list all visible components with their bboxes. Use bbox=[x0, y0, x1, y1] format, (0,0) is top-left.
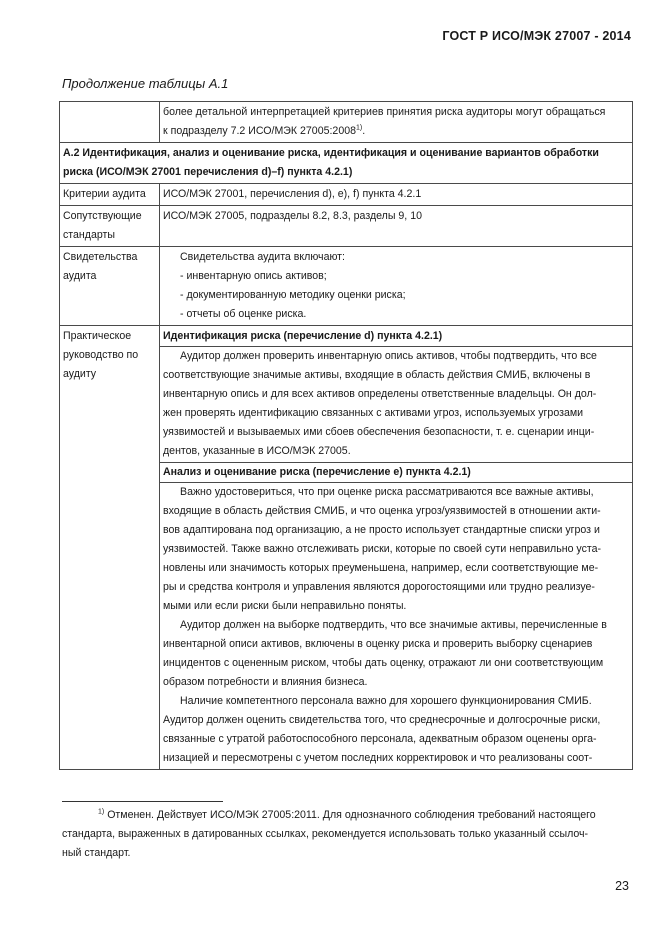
section-heading bbox=[60, 143, 633, 184]
footnote-divider bbox=[62, 801, 223, 802]
row-value bbox=[160, 326, 633, 770]
text-line: инвентарную опись и для всех активов определены ответственные владельцы. Он дол- bbox=[163, 388, 597, 400]
text-line: к подразделу 7.2 ИСО/МЭК 27005:2008$^{1)}$. bbox=[163, 124, 366, 137]
table-row-continuation bbox=[60, 102, 633, 143]
row-label: Свидетельства аудита bbox=[60, 247, 160, 326]
list-item: - отчеты об оценке риска. bbox=[180, 308, 307, 320]
text-line: образом потребности и влияния бизнеса. bbox=[163, 676, 368, 688]
text-line: стандарта, выраженных в датированных ссылках, рекомендуется использовать только указанный ссылоч- bbox=[62, 828, 589, 840]
text-line: Аудитор должен проверить инвентарную опись активов, чтобы подтвердить, что все bbox=[180, 350, 597, 362]
text-line: низацией и пересмотрены с учетом последних корректировок и что реализованы соот- bbox=[163, 752, 593, 764]
text-line: Важно удостовериться, что при оценке риска рассматриваются все важные активы, bbox=[180, 486, 594, 498]
text-line: ный стандарт. bbox=[62, 847, 131, 859]
text-line: уязвимостей и вызываемых ими сбоев обеспечения безопасности, т. е. сценарии инци- bbox=[163, 426, 595, 438]
text-line: связанные с утратой работоспособного персонала, адекватным образом оценены орга- bbox=[163, 733, 597, 745]
subsection-heading: Анализ и оценивание риска (перечисление е) пункта 4.2.1) bbox=[160, 462, 632, 483]
subsection-heading: Идентификация риска (перечисление d) пункта 4.2.1) bbox=[160, 327, 632, 347]
audit-guidance-table bbox=[59, 101, 633, 770]
text-line: Аудитор должен оценить свидетельства того, что среднесрочные и долгосрочные риски, bbox=[163, 714, 601, 726]
table-caption: Продолжение таблицы А.1 bbox=[62, 76, 229, 91]
row-label: Практическое руководство по аудиту bbox=[60, 326, 160, 770]
text-line: $^{1)}$ Отменен. Действует ИСО/МЭК 27005:2011. Для однозначного соблюдения требований настоящего bbox=[98, 808, 596, 821]
table-row-criteria bbox=[60, 184, 633, 206]
text-line: соответствующие значимые активы, входящие в область действия СМИБ, включены в bbox=[163, 369, 591, 381]
table-row-related-standards bbox=[60, 206, 633, 247]
text-line: Наличие компетентного персонала важно для хорошего функционирования СМИБ. bbox=[180, 695, 592, 707]
text-line: Аудитор должен на выборке подтвердить, что все значимые активы, перечисленные в bbox=[180, 619, 607, 631]
text-line: жен проверять идентификацию связанных с активами угроз, используемых угрозами bbox=[163, 407, 584, 419]
text-line: новлены или значимость которых преуменьшена, например, если соответствующие ме- bbox=[163, 562, 599, 574]
table-row-evidence bbox=[60, 247, 633, 326]
row-value: ИСО/МЭК 27005, подразделы 8.2, 8.3, разделы 9, 10 bbox=[160, 206, 633, 247]
text-line: дентов, указанные в ИСО/МЭК 27005. bbox=[163, 445, 351, 457]
row-label: Критерии аудита bbox=[60, 184, 160, 206]
text-line: инвентарной описи активов, включены в оценку риска и проверить выборку сценариев bbox=[163, 638, 593, 650]
text-line: инцидентов с оцененным риском, чтобы дать оценку, отражают ли они соответствующим bbox=[163, 657, 604, 669]
footnote-ref: 1) bbox=[356, 124, 363, 132]
text-line: А.2 Идентификация, анализ и оценивание риска, идентификация и оценивание вариантов обработки bbox=[63, 147, 599, 159]
table-row-guidance bbox=[60, 326, 633, 770]
list-item: - документированную методику оценки риска; bbox=[180, 289, 406, 301]
page-number: 23 bbox=[615, 879, 629, 893]
document-header: ГОСТ Р ИСО/МЭК 27007 - 2014 bbox=[442, 29, 631, 43]
footnote bbox=[62, 806, 629, 863]
text-line: мыми или если риски были неправильно поняты. bbox=[163, 600, 407, 612]
row-label: Сопутствующие стандарты bbox=[60, 206, 160, 247]
list-item: - инвентарную опись активов; bbox=[180, 270, 327, 282]
row-value: ИСО/МЭК 27001, перечисления d), е), f) пункта 4.2.1 bbox=[160, 184, 633, 206]
text-line: уязвимостей. Также важно отслеживать риски, которые по своей сути неправильно уста- bbox=[163, 543, 602, 555]
row-value bbox=[160, 247, 633, 326]
text-line: Свидетельства аудита включают: bbox=[180, 251, 345, 263]
continuation-cell bbox=[160, 102, 633, 143]
text-line: риска (ИСО/МЭК 27001 перечисления d)–f) пункта 4.2.1) bbox=[63, 166, 353, 178]
empty-label-cell bbox=[60, 102, 160, 143]
footnote-marker: 1) bbox=[98, 808, 105, 816]
table-row-section bbox=[60, 143, 633, 184]
text-line: вов адаптирована под организацию, а не просто использует стандартные списки угроз и bbox=[163, 524, 600, 536]
text-line: ры и средства контроля и управления являются дорогостоящими или трудно реализуе- bbox=[163, 581, 595, 593]
text-line: входящие в область действия СМИБ, и что оценка угроз/уязвимостей в отношении акти- bbox=[163, 505, 601, 517]
text-line: более детальной интерпретацией критериев принятия риска аудиторы могут обращаться bbox=[163, 106, 606, 118]
